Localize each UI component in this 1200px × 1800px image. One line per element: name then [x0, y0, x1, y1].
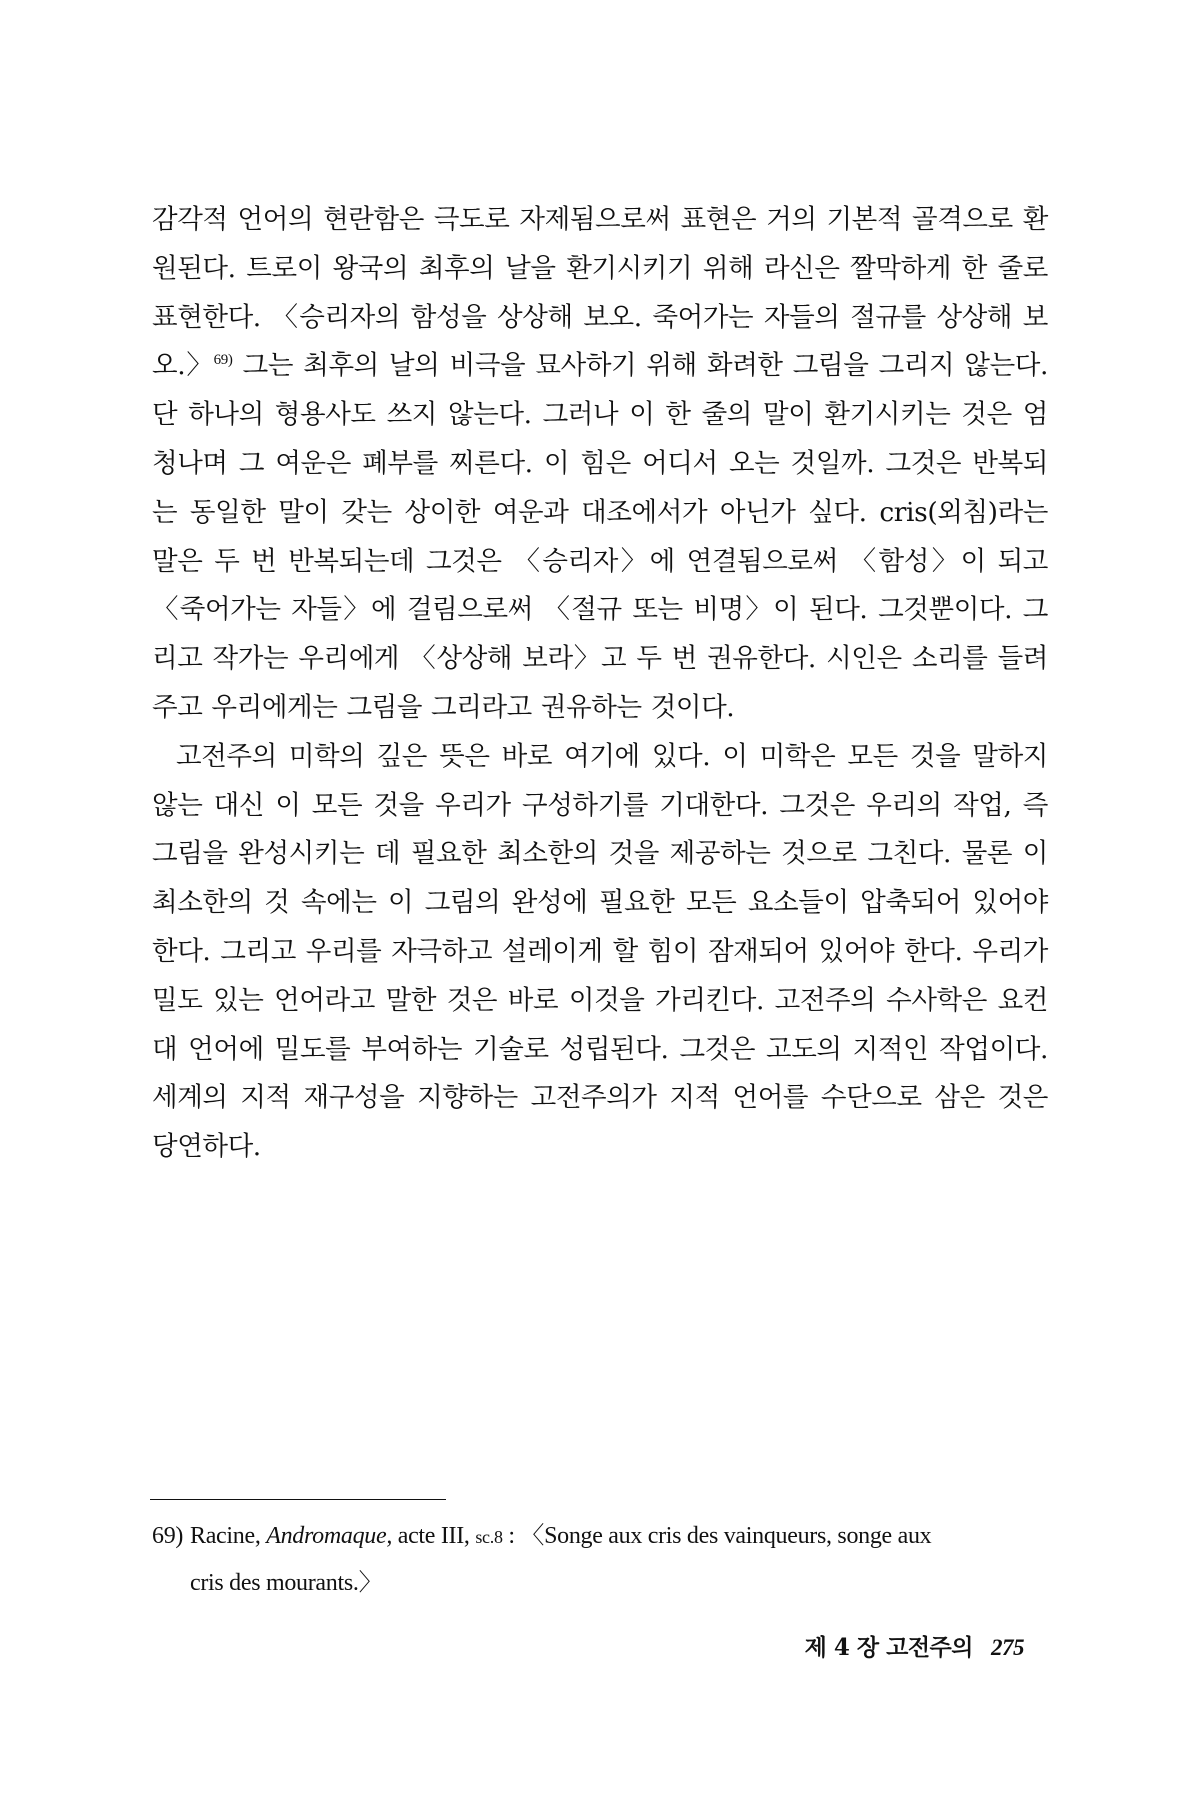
paragraph [152, 196, 1048, 733]
page-number: 275 [991, 1635, 1024, 1660]
main-text [152, 196, 1048, 1172]
footnote-work-title: Andromaque, [266, 1523, 393, 1549]
footnote-quote: : 〈Songe aux cris des vainqueurs, songe aux [502, 1523, 932, 1549]
paragraph-text: 그는 최후의 날의 비극을 묘사하기 위해 화려한 그림을 그리지 않는다. 단 하나의 형용사도 쓰지 않는다. 그러나 이 한 줄의 말이 환기시키는 것은 엄청나며 그 여운은 폐부를 찌른다. 이 힘은 어디서 오는 것일까. 그것은 반복되는 동일한 말이 갖는 상이한 여운과 대조에서가 아닌가 싶다. cris(외침)라는 말은 두 번 반복되는데 그것은 〈승리자〉에 연결됨으로써 〈함성〉이 되고 〈죽어가는 자들〉에 걸림으로써 〈절규 또는 비명〉이 된다. 그것뿐이다. 그리고 작가는 우리에게 〈상상해 보라〉고 두 번 권유한다. 시인은 소리를 들려주고 우리에게는 그림을 그리라고 권유하는 것이다. [152, 350, 1048, 723]
chapter-title: 제 4 장 고전주의 [804, 1634, 973, 1661]
footnote-quote-continuation: cris des mourants.〉 [190, 1570, 383, 1596]
running-footer [805, 1633, 1024, 1663]
footnote-number: 69) [152, 1523, 184, 1549]
footnote-author: Racine, [190, 1523, 267, 1549]
footnote-location: acte III, [392, 1523, 476, 1549]
footnote-scene: sc.8 [475, 1527, 503, 1547]
paragraph-text: 감각적 언어의 현란함은 극도로 자제됨으로써 표현은 거의 기본적 골격으로 환원된다. 트로이 왕국의 최후의 날을 환기시키기 위해 라신은 짤막하게 한 줄로 표현한다. 〈승리자의 함성을 상상해 보오. 죽어가는 자들의 절규를 상상해 보오.〉 [152, 204, 1048, 382]
footnote [152, 1513, 1048, 1606]
footnote-divider [150, 1499, 446, 1500]
paragraph: 고전주의 미학의 깊은 뜻은 바로 여기에 있다. 이 미학은 모든 것을 말하지 않는 대신 이 모든 것을 우리가 구성하기를 기대한다. 그것은 우리의 작업, 즉 그림을 완성시키는 데 필요한 최소한의 것을 제공하는 것으로 그친다. 물론 이 최소한의 것 속에는 이 그림의 완성에 필요한 모든 요소들이 압축되어 있어야 한다. 그리고 우리를 자극하고 설레이게 할 힘이 잠재되어 있어야 한다. 우리가 밀도 있는 언어라고 말한 것은 바로 이것을 가리킨다. 고전주의 수사학은 요컨대 언어에 밀도를 부여하는 기술로 성립된다. 그것은 고도의 지적인 작업이다. 세계의 지적 재구성을 지향하는 고전주의가 지적 언어를 수단으로 삼은 것은 당연하다. [152, 740, 1048, 1163]
footnote-reference[interactable]: 69) [213, 352, 233, 369]
